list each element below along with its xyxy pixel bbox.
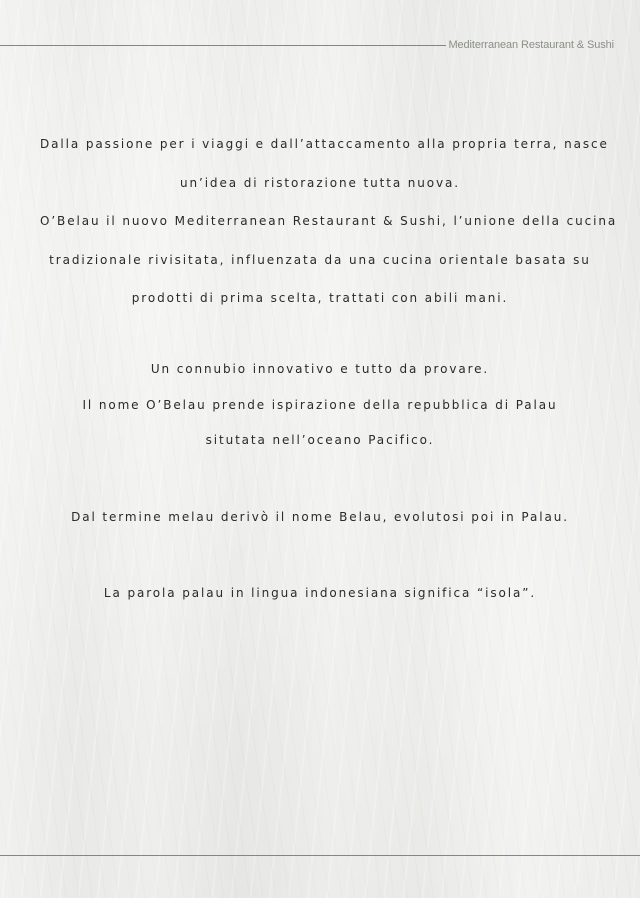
text-line: Dalla passione per i viaggi e dall’attaccamento alla propria terra, nasce bbox=[40, 137, 609, 151]
text-line: La parola palau in lingua indonesiana significa “isola”. bbox=[103, 586, 537, 600]
text-line: un’idea di ristorazione tutta nuova. bbox=[179, 175, 461, 190]
name-origin-paragraph bbox=[40, 352, 600, 459]
header-label: Mediterranean Restaurant & Sushi bbox=[448, 39, 614, 51]
text-line: tradizionale rivisitata, influenzata da una cucina orientale basata su bbox=[49, 252, 591, 267]
text-line: situtata nell’oceano Pacifico. bbox=[205, 433, 435, 447]
header-divider bbox=[0, 45, 446, 46]
text-line: O’Belau il nuovo Mediterranean Restaurant & Sushi, l’unione della cucina bbox=[40, 214, 618, 228]
text-line: Un connubio innovativo e tutto da provare. bbox=[150, 362, 490, 376]
footer-divider bbox=[0, 855, 640, 856]
text-line: Dal termine melau derivò il nome Belau, evolutosi poi in Palau. bbox=[71, 510, 569, 524]
intro-paragraph bbox=[40, 125, 618, 318]
text-line: Il nome O’Belau prende ispirazione della repubblica di Palau bbox=[82, 397, 558, 412]
text-line: prodotti di prima scelta, trattati con abili mani. bbox=[131, 291, 509, 305]
belau-paragraph bbox=[40, 509, 600, 525]
palau-meaning-paragraph bbox=[40, 585, 600, 601]
